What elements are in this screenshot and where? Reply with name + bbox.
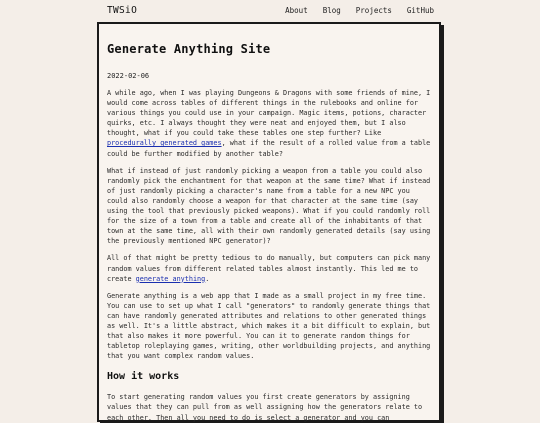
paragraph-tedious [107,253,431,283]
post-card [97,22,441,422]
paragraph-intro-text-b: , what if the result of a rolled value from a table could be further modified by another table? [107,139,431,158]
site-brand[interactable]: TWSiO [107,5,138,16]
post-date: 2022-02-06 [107,72,150,80]
post-title: Generate Anything Site [107,42,271,56]
paragraph-tedious-text-b: . [205,274,210,283]
link-generate-anything[interactable]: generate anything [135,274,206,283]
nav-link-blog[interactable]: Blog [322,6,341,15]
link-procedurally-generated-games[interactable]: procedurally generated games [107,139,222,148]
nav-link-about[interactable]: About [285,6,308,15]
main-nav [285,6,434,15]
paragraph-what-if: What if instead of just randomly picking a weapon from a table you could also randomly pick the enchantment for that weapon at the same time? What if instead of just randomly picking a character's name from a table for a new NPC you could also randomly choose a weapon for that character at the same time (say using the tool that previously picked weapons). What if you could randomly roll for the size of a town from a table and create all of the inhabitants of that town at the same time, all with their own randomly generated details (say using the previously mentioned NPC generator)? [107,166,431,246]
nav-link-github[interactable]: GitHub [406,6,434,15]
paragraph-intro [107,88,431,159]
paragraph-web-app: Generate anything is a web app that I made as a small project in my free time. You can use to set up what I call "generators" to randomly generate things that can have randomly generated attributes and relations to other generated things as well. It's a little abstract, which makes it a bit difficult to explain, but that also makes it more powerful. You can it to generate random things for tabletop roleplaying games, writing, other worldbuilding projects, and anything that you want complex random values. [107,291,431,361]
paragraph-intro-text-a: A while ago, when I was playing Dungeons & Dragons with some friends of mine, I would come across tables of different things in the rulebooks and online for various things you could use in your campaign. Magic items, potions, character quirks, etc. I always thought they were neat and enjoyed them, but I also thought, what if you could take these tables one step further? Like [107,89,431,138]
top-navbar [0,0,540,22]
section-heading-how-it-works: How it works [107,371,180,383]
paragraph-tedious-text-a: All of that might be pretty tedious to do manually, but computers can pick many random values from different related tables almost instantly. This led me to create [107,254,431,283]
paragraph-how-it-works: To start generating random values you first create generators by assigning values that they can pull from as well assigning how the generators relate to each other. Then all you need to do is select a generator and you can [107,393,423,422]
nav-link-projects[interactable]: Projects [355,6,392,15]
